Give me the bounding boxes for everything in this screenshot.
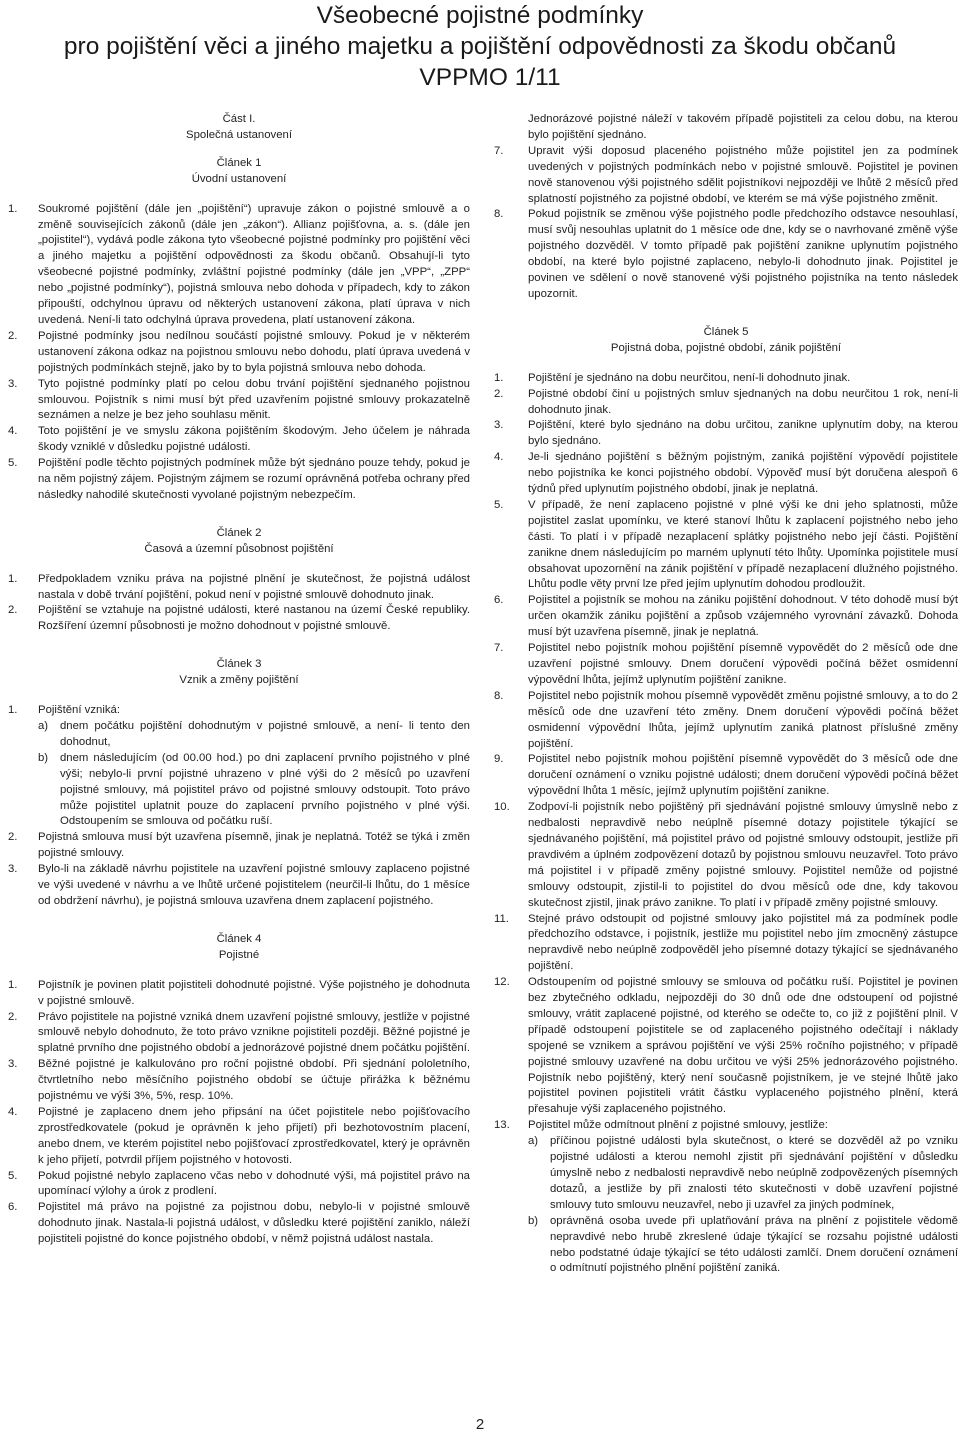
article-label: Článek 1	[216, 156, 262, 169]
item-body	[528, 800, 958, 911]
list-item	[494, 387, 958, 419]
article-3-item-1	[8, 703, 470, 830]
list-item	[494, 689, 958, 753]
item-number: 5.	[8, 1169, 18, 1182]
item-text: Pojistitel nebo pojistník mohou písemně vypovědět změnu pojistné smlouvy, a to do 2 měsíců ode dne uzavření této změny. Dnem doručení výpovědi počíná běžet osmidenní výpovědní lhůta, jejímž uplynutím zaniká platnost příslušné změny pojištění.	[528, 689, 958, 750]
article-4-heading	[8, 932, 470, 964]
item-body	[38, 1169, 470, 1201]
article-3-heading	[8, 657, 470, 689]
list-item	[494, 498, 958, 593]
part-name: Společná ustanovení	[186, 128, 292, 141]
list-item	[8, 1105, 470, 1169]
item-text: Stejné právo odstoupit od pojistné smlouvy jako pojistitel má za podmínek podle předchozího odstavce, i pojistník, jestliže mu pojistitel nebo jím zmocněný zástupce nepravdivě nebo neúplně zodpověděl jeho písemné dotazy týkající se sjednávaného pojištění.	[528, 912, 958, 973]
item-body	[528, 498, 958, 593]
item-number: 2.	[8, 329, 18, 342]
item-body	[38, 202, 470, 329]
item-number: 6.	[494, 594, 504, 607]
document-title	[0, 0, 960, 93]
item-body	[528, 912, 958, 976]
list-item	[8, 456, 470, 504]
list-item	[494, 418, 958, 450]
sub-item-text: oprávněná osoba uvede při uplatňování práva na plnění z pojistitele vědomě nepravdivé nebo hrubě zkreslené údaje týkající se rozsahu pojistné události nebo podstatné údaje týkající se této události zamlčí. Dnem doručení oznámení o odmítnutí pojistného plnění pojištění zaniká.	[550, 1214, 958, 1275]
article-title: Časová a územní působnost pojištění	[144, 542, 334, 555]
item-number: 3.	[8, 377, 18, 390]
item-number: 2.	[8, 604, 18, 617]
item-text: Běžné pojistné je kalkulováno pro roční pojistné období. Při sjednání pololetního, čtvrtletního nebo měsíčního pojistného období se účtuje přirážka k běžnému pojistnému ve výši 3%, 5%, resp. 10%.	[38, 1058, 470, 1103]
article-label: Článek 2	[216, 526, 262, 539]
item-number: 11.	[494, 912, 509, 925]
list-item	[8, 703, 470, 830]
right-column	[494, 112, 958, 1277]
list-item	[494, 1118, 958, 1277]
sub-item	[528, 1134, 958, 1214]
item-number: 5.	[494, 498, 504, 511]
item-body	[528, 450, 958, 498]
sub-item-letter: b)	[528, 1214, 539, 1227]
article-5-items	[494, 371, 958, 1119]
item-number: 12.	[494, 976, 510, 989]
list-item	[8, 603, 470, 635]
item-text: Odstoupením od pojistné smlouvy se smlouva od počátku ruší. Pojistitel je povinen bez zbytečného odkladu, nejpozději do 30 dnů ode dne odstoupení od pojistné smlouvy, vrátit zaplacené pojistné, od kterého se odečte to, co již z pojištění plnil. V případě odstoupení pojistitele se od zaplaceného pojistného odečítají i náklady spojené se vznikem a správou pojištění ve výši 25% ročního pojistného; v případě pojistné smlouvy uzavřené na dobu určitou ve výši 25% jednorázového pojistného. Pojistník nebo pojištěný, který není současně pojistníkem, je ve stejné lhůtě jako pojistitel povinen pojistiteli vrátit částku vyplaceného pojistného plnění, která přesahuje výši zaplaceného pojistného.	[528, 976, 958, 1116]
list-item	[494, 144, 958, 208]
item-number: 4.	[494, 451, 504, 464]
list-item	[494, 975, 958, 1118]
item-body	[38, 572, 470, 604]
article-4-continuation: Jednorázové pojistné náleží v takovém případě pojistiteli za celou dobu, na kterou bylo pojištění sjednáno.	[528, 113, 958, 141]
item-text: Pojištění podle těchto pojistných podmínek může být sjednáno pouze tehdy, pokud je na něm pojistný zájem. Pojistným zájmem se rozumí oprávněná potřeba ochrany před následky nahodilé skutečnosti vyvolané pojistným nebezpečím.	[38, 457, 470, 501]
item-number: 3.	[8, 1058, 18, 1071]
item-text: Pojistné je zaplaceno dnem jeho připsání na účet pojistitele nebo pojišťovacího zprostředkovatele (pokud je oprávněn k jeho přijetí) při bezhotovostním placení, anebo dnem, ve kterém pojistitel nebo pojišťovací zprostředkovatel, který je oprávněn k jeho přijetí, potvrdil příjem pojistného v hotovosti.	[38, 1105, 470, 1166]
item-body	[38, 329, 470, 377]
article-title: Úvodní ustanovení	[191, 172, 287, 185]
item-number: 1.	[8, 202, 18, 215]
item-number: 1.	[494, 371, 504, 384]
list-item	[494, 800, 958, 911]
sub-item	[38, 719, 470, 751]
item-number: 2.	[494, 387, 504, 400]
item-body	[38, 456, 470, 504]
item-text: Pojistitel může odmítnout plnění z pojistné smlouvy, jestliže:	[528, 1119, 828, 1132]
article-title: Vznik a změny pojištění	[179, 674, 299, 687]
item-text: Pojištění vzniká:	[38, 704, 120, 717]
list-item	[8, 1200, 470, 1248]
article-2-heading	[8, 526, 470, 558]
item-number: 3.	[494, 419, 504, 432]
item-number: 7.	[494, 642, 504, 655]
item-number: 8.	[494, 208, 504, 221]
item-text: Tyto pojistné podmínky platí po celou dobu trvání pojištění sjednaného pojistnou smlouvou. Pojistník s nimi musí být před uzavřením pojistné smlouvy prokazatelně seznámen a nelze je bez jeho souhlasu měnit.	[38, 377, 470, 422]
item-text: Pojištění je sjednáno na dobu neurčitou, není-li dohodnuto jinak.	[528, 371, 851, 384]
item-number: 1.	[8, 978, 18, 991]
item-text: Pojistné období činí u pojistných smluv sjednaných na dobu neurčitou 1 rok, není-li dohodnuto jinak.	[528, 387, 958, 416]
sub-item-text: příčinou pojistné události byla skutečnost, o které se dozvěděl až po vzniku pojistné události a kterou nemohl zjistit při sjednávání pojištění v důsledku úmyslně nebo z nedbalosti nepravdivě nebo neúplně zodpovězených písemných dotazů, a jestliže by při znalosti této skutečnosti v době uzavření pojistné smlouvy tuto smlouvu neuzavřel, nebo ji uzavřel za jiných podmínek,	[550, 1135, 958, 1211]
article-2-items	[8, 572, 470, 636]
item-text: Upravit výši doposud placeného pojistného může pojistitel jen za podmínek uvedených v pojistných podmínkách nebo v pojistné smlouvě. Pojistitel je povinen nově stanovenou výši pojistného sdělit pojistníkovi nejpozději ve lhůtě 2 měsíců před splatností pojistného za pojistné období, ve kterém se má výše pojistného změnit.	[528, 144, 958, 205]
item-body	[38, 1200, 470, 1248]
item-body	[528, 418, 958, 450]
item-body	[38, 978, 470, 1010]
item-text: V případě, že není zaplaceno pojistné v plné výši ke dni jeho splatnosti, může pojistitel zaslat upomínku, ve které stanoví lhůtu k zaplacení pojistného nebo jeho části. To platí i v případě nezaplacení splátky pojistného nebo její části. Pojištění zanikne dnem následujícím po marném uplynutí této lhůty. Upomínka pojistitele musí obsahovat upozornění na zánik pojištění v případě nezaplacení dlužného pojistného. Lhůtu podle věty první lze před jejím uplynutím dohodou prodloužit.	[528, 498, 958, 591]
list-item	[494, 641, 958, 689]
item-number: 4.	[8, 1105, 18, 1118]
item-number: 2.	[8, 831, 18, 844]
title-line-1: Všeobecné pojistné podmínky	[316, 2, 644, 29]
sub-item-letter: a)	[528, 1135, 539, 1148]
item-text: Právo pojistitele na pojistné vzniká dnem uzavření pojistné smlouvy, jestliže v pojistné smlouvě nebylo dohodnuto, že toto právo vznikne pojistiteli později. Běžné pojistné je splatné prvního dne pojistného období a jednorázové pojistné dnem počátku pojištění.	[38, 1010, 470, 1055]
item-number: 1.	[8, 704, 18, 717]
item-body	[38, 1010, 470, 1058]
item-body	[528, 593, 958, 641]
item-text: Bylo-li na základě návrhu pojistitele na uzavření pojistné smlouvy zaplaceno pojistné ve výši uvedené v návrhu a ve lhůtě určené pojistitelem (neurčil-li lhůtu, do 1 měsíce od obdržení návrhu), je pojistná smlouva uzavřena dnem zaplacení pojistného.	[38, 863, 470, 907]
item-body	[38, 862, 470, 910]
item-number: 8.	[494, 689, 504, 702]
item-text: Je-li sjednáno pojištění s běžným pojistným, zaniká pojištění výpovědí pojistitele nebo pojistníka ke konci pojistného období. Výpověď musí být doručena alespoň 6 týdnů před uplynutím pojistného období, jinak je neplatná.	[528, 451, 958, 496]
article-title: Pojistná doba, pojistné období, zánik pojištění	[610, 341, 842, 354]
list-item	[8, 1169, 470, 1201]
item-text: Pojištění, které bylo sjednáno na dobu určitou, zanikne uplynutím doby, na kterou bylo sjednáno.	[528, 419, 958, 448]
item-body	[528, 689, 958, 753]
item-text: Toto pojištění je ve smyslu zákona pojištěním škodovým. Jeho účelem je náhrada škody vzniklé v důsledku pojistné události.	[38, 425, 470, 454]
sub-item-text: dnem počátku pojištění dohodnutým v pojistné smlouvě, a není- li tento den dohodnut,	[60, 720, 470, 748]
item-text: Soukromé pojištění (dále jen „pojištění“) upravuje zákon o pojistné smlouvě a o změně souvisejících zákonů (dále jen „zákon“). Allianz pojišťovna, a. s. (dále jen „pojistitel“), vydává podle zákona tyto všeobecné pojistné podmínky pro pojištění věci a jiného majetku a pojištění odpovědnosti za škodu občanů. Obsahují-li tyto všeobecné pojistné podmínky, zvláštní pojistné podmínky (dále jen „VPP“, „ZPP“ nebo „pojistné podmínky“), pojistná smlouva nebo dohoda v případech, kdy to zákon připouští, odchylnou úpravu od některých ustanovení zákona, platí úprava v nich uvedená. Není-li tato odchylná úprava provedena, platí ustanovení zákona.	[38, 202, 470, 326]
item-body	[528, 1118, 958, 1277]
article-3-items	[8, 830, 470, 910]
part-label: Část I.	[222, 113, 256, 125]
article-1-items	[8, 202, 470, 504]
article-5-item-13	[494, 1118, 958, 1277]
item-number: 3.	[8, 863, 18, 876]
title-line-2: pro pojištění věci a jiného majetku a pojištění odpovědnosti za škodu občanů	[63, 33, 897, 60]
item-body	[38, 377, 470, 425]
list-item	[494, 371, 958, 387]
item-number: 2.	[8, 1010, 18, 1023]
item-number: 1.	[8, 572, 18, 585]
sub-item-letter: b)	[38, 751, 49, 764]
item-number: 5.	[8, 457, 18, 470]
list-item	[8, 1057, 470, 1105]
list-item	[8, 572, 470, 604]
item-text: Předpokladem vzniku práva na pojistné plnění je skutečnost, že pojistná událost nastala v době trvání pojištění, pokud není v pojistné smlouvě dohodnuto jinak.	[38, 572, 470, 601]
item-text: Pojistitel nebo pojistník mohou pojištění písemně vypovědět do 3 měsíců ode dne doručení oznámení o vzniku pojistné události; dnem doručení výpovědi počíná běžet výpovědní lhůta 1 měsíc, jejímž uplynutím pojištění zanikne.	[528, 753, 958, 798]
article-4-items-right	[494, 144, 958, 303]
item-text: Pojistitel má právo na pojistné za pojistnou dobu, nebylo-li v pojistné smlouvě dohodnuto jinak. Nastala-li pojistná událost, v důsledku které pojištění zaniklo, náleží pojistiteli pojistné do konce pojistného období, v němž pojistná událost nastala.	[38, 1201, 470, 1246]
sub-item	[38, 751, 470, 831]
item-body	[38, 424, 470, 456]
item-text: Zodpoví-li pojistník nebo pojištěný při sjednávání pojistné smlouvy úmyslně nebo z nedbalosti nepravdivě nebo neúplně písemné dotazy pojistitele týkající se sjednávaného pojištění, má pojistitel právo od pojistné smlouvy odstoupit, jestliže při pravdivém a úplném zodpovězení dotazů by pojistnou smlouvu neuzavřel. Toto právo má pojistitel i v případě změny pojistné smlouvy. Pojistitel nemůže od pojistné smlouvy odstoupit, zjistil-li to pojistitel do dvou měsíců ode dne, kdy takovou skutečnost zjistil, jinak právo zanikne. To platí i v případě změny pojistné smlouvy.	[528, 801, 958, 909]
list-item	[8, 830, 470, 862]
article-5-heading	[494, 325, 958, 357]
item-body	[528, 641, 958, 689]
list-item	[494, 450, 958, 498]
list-item	[8, 862, 470, 910]
item-number: 13.	[494, 1119, 510, 1132]
item-text: Pojistné podmínky jsou nedílnou součástí pojistné smlouvy. Pokud je v některém ustanovení zákona odkaz na pojistnou smlouvu nebo dohodu, platí úprava uvedená v pojistných podmínkách stejně, jako by to byla pojistná smlouva nebo dohoda.	[38, 329, 470, 374]
item-body	[38, 703, 470, 830]
item-number: 6.	[8, 1201, 18, 1214]
article-4-items	[8, 978, 470, 1248]
item-text: Pokud pojistník se změnou výše pojistného podle předchozího odstavce nesouhlasí, musí svůj nesouhlas uplatnit do 1 měsíce ode dne, kdy se o navrhované změně výše pojistného dozvěděl. V tomto případě pak pojištění zanikne uplynutím pojistného období, na které bylo pojistné zaplaceno, nebylo-li dohodnuto jinak. Pojistitel je povinen ve sdělení o nově stanovené výši pojistného pojistníka na tento následek upozornit.	[528, 208, 958, 300]
item-number: 7.	[494, 144, 504, 157]
item-number: 10.	[494, 801, 510, 814]
item-text: Pojištění se vztahuje na pojistné události, které nastanou na území České republiky. Rozšíření územní působnosti je možno dohodnout v pojistné smlouvě.	[38, 604, 470, 633]
item-number: 4.	[8, 425, 18, 438]
sub-item	[528, 1214, 958, 1278]
item-text: Pojistitel nebo pojistník mohou pojištění písemně vypovědět do 2 měsíců ode dne uzavření pojistné smlouvy. Dnem doručení výpovědi počíná běžet osmidenní výpovědní lhůta, jejímž uplynutím pojištění zanikne.	[528, 642, 958, 686]
page-number: 2	[475, 1416, 485, 1433]
item-text: Pojistná smlouva musí být uzavřena písemně, jinak je neplatná. Totéž se týká i změn pojistné smlouvy.	[38, 831, 470, 860]
left-column	[8, 112, 470, 1248]
item-number: 9.	[494, 753, 504, 766]
article-label: Článek 5	[703, 325, 749, 338]
list-item	[8, 202, 470, 329]
item-body	[38, 1057, 470, 1105]
list-item	[494, 752, 958, 800]
list-item	[8, 978, 470, 1010]
item-body	[38, 603, 470, 635]
item-text: Pokud pojistné nebylo zaplaceno včas nebo v dohodnuté výši, má pojistitel právo na upomínací výlohy a úrok z prodlení.	[38, 1169, 470, 1198]
item-body	[528, 207, 958, 302]
sub-item-text: dnem následujícím (od 00.00 hod.) po dni zaplacení prvního pojistného v plné výši; nebylo-li první pojistné uhrazeno v plné výši do 2 měsíců po uzavření pojistné smlouvy, má pojistitel právo od pojistné smlouvy odstoupit. Toto právo může pojistitel uplatnit pouze do zaplacení prvního pojistného v plné výši. Odstoupením se smlouva od počátku ruší.	[60, 751, 470, 828]
article-1-heading	[8, 156, 470, 188]
item-body	[528, 975, 958, 1118]
item-body	[528, 144, 958, 208]
sub-item-letter: a)	[38, 720, 49, 732]
article-label: Článek 4	[216, 932, 262, 945]
item-body	[38, 830, 470, 862]
list-item	[494, 207, 958, 302]
list-item	[8, 377, 470, 425]
list-item	[8, 1010, 470, 1058]
list-item	[8, 329, 470, 377]
item-body	[528, 752, 958, 800]
article-title: Pojistné	[218, 948, 260, 961]
title-line-3: VPPMO 1/11	[419, 64, 561, 91]
list-item	[494, 593, 958, 641]
item-text: Pojistitel a pojistník se mohou na zániku pojištění dohodnout. V této dohodě musí být určen okamžik zániku pojištění a způsob vzájemného vyrovnání závazků. Dohoda musí být uzavřena písemně, jinak je neplatná.	[528, 594, 958, 639]
item-text: Pojistník je povinen platit pojistiteli dohodnuté pojistné. Výše pojistného je dohodnuta v pojistné smlouvě.	[38, 978, 470, 1007]
item-body	[38, 1105, 470, 1169]
article-label: Článek 3	[216, 658, 262, 671]
item-body	[528, 371, 958, 387]
item-body	[528, 387, 958, 419]
list-item	[8, 424, 470, 456]
list-item	[494, 912, 958, 976]
